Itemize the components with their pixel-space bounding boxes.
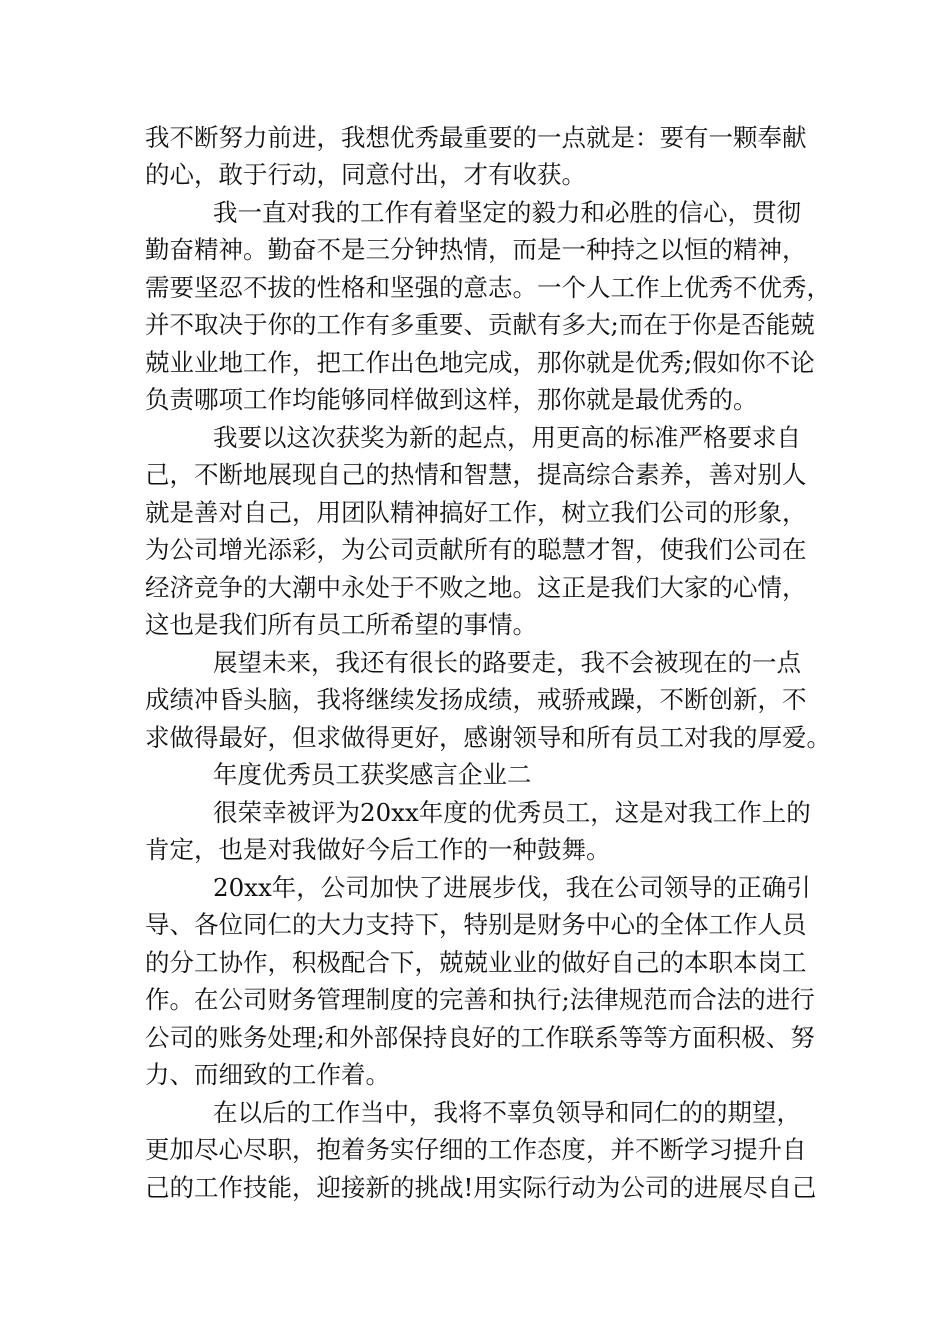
text-line-content: 的心，敢于行动，同意付出，才有收获。: [145, 160, 586, 189]
text-line: [0, 680, 950, 720]
text-line-content: 负责哪项工作均能够同样做到这样，那你就是最优秀的。: [145, 385, 758, 414]
text-line-content: 我不断努力前进，我想优秀最重要的一点就是：要有一颗奉献: [145, 123, 807, 152]
text-line-content: 就是善对自己，用团队精神搞好工作，树立我们公司的形象，: [145, 498, 807, 527]
text-line: [0, 455, 950, 495]
text-line-content: 己，不断地展现自己的热情和智慧，提高综合素养，善对别人: [145, 460, 807, 489]
text-line-content: 更加尽心尽职，抱着务实仔细的工作态度，并不断学习提升自: [145, 1135, 807, 1164]
text-line: [0, 418, 950, 458]
text-line-content: 我要以这次获奖为新的起点，用更高的标准严格要求自: [213, 423, 801, 452]
text-line: [0, 305, 950, 345]
text-line-content: 20xx年，公司加快了进展步伐，我在公司领导的正确引: [213, 873, 811, 902]
text-line-content: 的分工协作，积极配合下，兢兢业业的做好自己的本职本岗工: [145, 948, 807, 977]
text-line: [0, 1055, 950, 1095]
text-line: [0, 193, 950, 233]
text-line-content: 勤奋精神。勤奋不是三分钟热情，而是一种持之以恒的精神，: [145, 235, 807, 264]
text-line-content: 在以后的工作当中，我将不辜负领导和同仁的的期望，: [213, 1098, 801, 1127]
text-line-content: 经济竞争的大潮中永处于不败之地。这正是我们大家的心情，: [145, 573, 807, 602]
text-line-content: 需要坚忍不拔的性格和坚强的意志。一个人工作上优秀不优秀，: [145, 273, 831, 302]
text-line-content: 我一直对我的工作有着坚定的毅力和必胜的信心，贯彻: [213, 198, 801, 227]
text-line: [0, 643, 950, 683]
text-line: [0, 905, 950, 945]
section-heading: [0, 755, 950, 795]
text-line: [0, 268, 950, 308]
text-line: [0, 1130, 950, 1170]
text-line-content: 兢业业地工作，把工作出色地完成，那你就是优秀;假如你不论: [145, 348, 815, 377]
text-line-content: 为公司增光添彩，为公司贡献所有的聪慧才智，使我们公司在: [145, 535, 807, 564]
text-line: [0, 380, 950, 420]
text-line: [0, 830, 950, 870]
text-line-content: 这也是我们所有员工所希望的事情。: [145, 610, 537, 639]
text-line-content: 导、各位同仁的大力支持下，特别是财务中心的全体工作人员: [145, 910, 807, 939]
text-line-content: 很荣幸被评为20xx年度的优秀员工，这是对我工作上的: [213, 798, 811, 827]
text-line: [0, 343, 950, 383]
text-line-content: 力、而细致的工作着。: [145, 1060, 390, 1089]
text-line: [0, 493, 950, 533]
text-line: [0, 868, 950, 908]
text-line: [0, 718, 950, 758]
text-line-content: 公司的账务处理;和外部保持良好的工作联系等等方面积极、努: [145, 1023, 815, 1052]
text-line: [0, 1168, 950, 1208]
text-line: [0, 793, 950, 833]
text-line: [0, 230, 950, 270]
text-line: [0, 605, 950, 645]
text-line: [0, 155, 950, 195]
text-line: [0, 1018, 950, 1058]
text-line: [0, 568, 950, 608]
text-line-content: 求做得最好，但求做得更好，感谢领导和所有员工对我的厚爱。: [145, 723, 831, 752]
text-line-content: 成绩冲昏头脑，我将继续发扬成绩，戒骄戒躁，不断创新，不: [145, 685, 807, 714]
text-line-content: 并不取决于你的工作有多重要、贡献有多大;而在于你是否能兢: [145, 310, 815, 339]
text-line-content: 展望未来，我还有很长的路要走，我不会被现在的一点: [213, 648, 801, 677]
section-heading-text: 年度优秀员工获奖感言企业二: [213, 760, 532, 789]
text-line-content: 肯定，也是对我做好今后工作的一种鼓舞。: [145, 835, 611, 864]
text-line: [0, 1093, 950, 1133]
text-line: [0, 980, 950, 1020]
text-line: [0, 530, 950, 570]
text-line-content: 作。在公司财务管理制度的完善和执行;法律规范而合法的进行: [145, 985, 815, 1014]
text-line-content: 己的工作技能，迎接新的挑战!用实际行动为公司的进展尽自己: [145, 1173, 817, 1202]
text-line: [0, 118, 950, 158]
text-line: [0, 943, 950, 983]
